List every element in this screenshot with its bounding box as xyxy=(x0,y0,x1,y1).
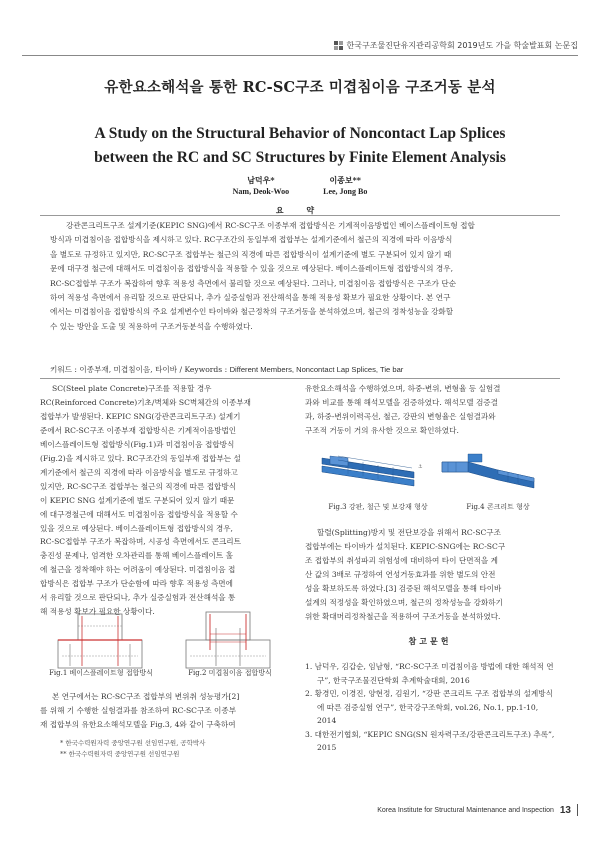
author-name-en: Nam, Deok-Woo xyxy=(232,187,290,196)
text-line: SC(Steel plate Concrete)구조를 적용할 경우 xyxy=(52,384,212,393)
society-logo-icon xyxy=(334,41,343,50)
text-line: 접합부가 발생된다. KEPIC SNG(강관콘크리트구조) 설계기 xyxy=(40,411,241,421)
reference-item: 3. 대한전기협회, “KEPIC SNG(SN 원자력구조/강판콘크리트구조) 추록”, 2015 xyxy=(305,729,555,752)
abstract-line: 에서는 미겹침이음 접합방식의 주요 설계변수인 타이바와 철근정착의 구조거동을 분석하였으며, 철근의 정착성능을 강화할 xyxy=(50,307,454,317)
text-line: 에 대구경철근에 대해서도 미겹침이음 접합방식을 적용할 수 xyxy=(40,509,238,519)
figure-1-baseplate-diagram xyxy=(50,612,150,670)
text-line: RC(Reinforced Concrete)기초/벽체와 SC벽체간의 이종부재 xyxy=(40,397,251,407)
text-line: 본 연구에서는 RC-SC구조 접합부의 변위취 성능평가[2] xyxy=(52,692,240,701)
body-left-paragraph-2 xyxy=(40,690,290,732)
abstract-line: 강관콘크리트구조 설계기준(KEPIC SNG)에서 RC-SC구조 이종부재 접합방식은 기계적이음방법인 베이스플레이트형 접합 xyxy=(66,221,475,230)
page-footer xyxy=(377,804,578,816)
text-line: 위한 확대머리정착철근을 적용하여 구조거동을 분석하였다. xyxy=(305,611,501,621)
svg-text:⚓: ⚓ xyxy=(418,464,423,470)
text-line: 충진성 문제나, 엄격한 오차관리를 통해 베이스플레이트 홀 xyxy=(40,551,233,561)
figure-4-fe-concrete-model xyxy=(438,440,548,498)
text-line: 베이스플레이트형 접합방식(Fig.1)과 미겹침이음 접합방식 xyxy=(40,439,235,449)
figure-4-caption: Fig.4 콘크리트 형상 xyxy=(466,503,530,511)
abstract-line: 방식과 미겹침이음 접합방식을 제시하고 있다. RC구조간의 동일부재 접합부는 설계기준에서 철근의 직경에 따라 이음방식 xyxy=(50,235,453,245)
reference-item: 2. 황경민, 이경진, 양현정, 김원기, “강판 콘크리트 구조 접합부의 설계방식에 따른 검증실험 연구”, 한국강구조학회, vol.26, No.1, pp.1-10, 2014 xyxy=(305,689,553,725)
text-line: 구조적 거동이 거의 유사한 것으로 확인하였다. xyxy=(305,425,459,435)
text-line: 이 KEPIC SNG 설계기준에 별도 구분되어 있지 않기 때문 xyxy=(40,495,235,505)
text-line: (Fig.2)을 제시하고 있다. RC구조간의 동일부재 접합부는 설 xyxy=(40,453,241,463)
author-name-ko: 남덕우* xyxy=(247,175,275,185)
keywords-prefix: 키워드 : 이종부재, 미겹침이음, 타이바 / Keywords : xyxy=(50,365,230,374)
abstract-line: 을 별도로 규정하고 있지만, RC-SC구조 접합부는 철근의 직경에 따른 접합방식이 설계기준에 별도 구분되어 있지 않기 때 xyxy=(50,249,452,259)
text-line: 성을 확보하도록 하였다.[3] 검증된 해석모델을 통해 타이바 xyxy=(305,583,502,593)
text-line: 과, 하중-변위이력곡선, 철근, 강판의 변형율은 실험결과와 xyxy=(305,411,496,421)
keywords-english: Different Members, Noncontact Lap Splices, Tie bar xyxy=(229,365,404,374)
reference-item: 1. 남덕우, 김갑순, 임남형, “RC-SC구조 미겹침이음 방법에 대한 해석적 연구”, 한국구조물진단학회 추계학술대회, 2016 xyxy=(305,662,554,685)
text-line: 유한요소해석을 수행하였으며, 하중-변위, 변형율 등 실험결 xyxy=(305,384,501,393)
footer-divider xyxy=(577,804,578,816)
text-line: 준에서 RC-SC구조 이종부재 접합방식은 기계적이음방법인 xyxy=(40,425,237,435)
title-english xyxy=(0,122,600,170)
title-english-line: between the RC and SC Structures by Finite Element Analysis xyxy=(94,149,506,166)
author-block xyxy=(0,174,600,198)
abstract-text xyxy=(50,219,550,334)
keywords xyxy=(50,364,550,375)
journal-header xyxy=(334,40,578,51)
text-line: 있지만, RC-SC구조 접합부는 철근의 직경에 따른 접합방식 xyxy=(40,481,237,491)
figure-2-noncontact-lap-diagram xyxy=(180,610,276,670)
abstract-line: RC-SC접합부 구조가 복잡하여 향후 적용성 측면에서 불리할 것으로 예상된다. 그러나, 미겹침이음 접합방식은 구조가 단순 xyxy=(50,278,457,288)
abstract-line: 수 있는 방안을 도출 및 적용하여 구조거동분석을 수행하였다. xyxy=(50,321,253,331)
text-line: 설계의 적정성을 확인하였으며, 철근의 정착성능을 강화하기 xyxy=(305,597,503,607)
author xyxy=(233,174,289,198)
text-line: 재 접합부의 유한요소해석모델을 Fig.3, 4와 같이 구축하여 xyxy=(40,719,236,729)
footnote: * 한국수력원자력 중앙연구원 선임연구원, 공학박사 xyxy=(60,739,206,747)
page-number: 13 xyxy=(559,804,571,816)
text-line: 합방식은 접합부 구조가 단순함에 따라 향후 적용성 측면에 xyxy=(40,579,233,589)
text-line: RC-SC접합부 구조가 복잡하며, 시공성 측면에서도 콘크리트 xyxy=(40,537,241,547)
text-line: 산 값의 3배로 규정하여 연성거동효과를 위한 별도의 안전 xyxy=(305,569,496,579)
footer-organization: Korea Institute for Structural Maintenance and Inspection xyxy=(377,806,554,814)
figure-1-caption: Fig.1 베이스플레이트형 접합방식 xyxy=(49,669,153,677)
references-heading: 참고문헌 xyxy=(408,636,452,646)
figure-3-caption: Fig.3 강판, 철근 및 보강재 형상 xyxy=(328,503,428,511)
title-korean: 유한요소해석을 통한 RC-SC구조 미겹침이음 구조거동 분석 xyxy=(104,79,496,96)
author-name-ko: 이종보** xyxy=(329,175,361,185)
figure-2-caption: Fig.2 미겹침이음 접합방식 xyxy=(188,669,272,677)
journal-header-text: 한국구조물진단유지관리공학회 2019년도 가을 학술발표회 논문집 xyxy=(346,41,578,50)
footnote: ** 한국수력원자력 중앙연구원 선임연구원 xyxy=(60,750,180,758)
body-left-paragraph-1 xyxy=(40,382,290,619)
abstract-line: 하여 적용성 측면에서 유리할 것으로 판단되나, 추가 실증실험과 전산해석을 통해 적용성 확보가 필요한 상황이다. 본 연구 xyxy=(50,293,451,303)
text-line: 할렬(Splitting)방지 및 전단보강을 위해서 RC-SC구조 xyxy=(317,528,501,537)
body-right-paragraph-2 xyxy=(305,526,555,624)
references-list xyxy=(305,660,555,755)
abstract-heading: 요 약 xyxy=(275,205,325,215)
author xyxy=(323,174,367,198)
abstract-line: 문에 대구경 철근에 대해서도 미겹침이음 접합방식을 적용할 수 있을 것으로 예상된다. 베이스플레이트형 접합방식의 경우, xyxy=(50,264,453,274)
text-line: 조 접합부의 취성파괴 위험성에 대비하여 타이 단면적을 계 xyxy=(305,555,498,565)
abstract-rule xyxy=(40,378,560,379)
abstract-rule xyxy=(40,215,560,216)
text-line: 접합부에는 타이바가 설치된다. KEPIC-SNG에는 RC-SC구 xyxy=(305,541,506,551)
footnotes xyxy=(60,738,205,760)
text-line: 계기준에서 철근의 직경에 따라 이음방식을 별도로 규정하고 xyxy=(40,467,238,477)
text-line: 있을 것으로 예상된다. 베이스플레이트형 접합방식의 경우, xyxy=(40,523,233,533)
text-line: 과와 비교를 통해 해석모델을 검증하였다. 해석모델 검증결 xyxy=(305,397,498,407)
body-right-paragraph-1 xyxy=(305,382,555,438)
author-name-en: Lee, Jong Bo xyxy=(323,187,368,196)
header-rule xyxy=(22,55,578,56)
title-english-line: A Study on the Structural Behavior of Noncontact Lap Splices xyxy=(94,125,506,142)
text-line: 서 유리할 것으로 판단되나, 추가 실증실험과 전산해석을 통 xyxy=(40,593,236,603)
text-line: 를 위해 기 수행한 실험결과를 참조하여 RC-SC구조 이종부 xyxy=(40,705,237,715)
figure-3-fe-steel-model xyxy=(318,440,428,498)
text-line: 해 적용성 확보가 필요한 상황이다. xyxy=(40,607,155,617)
text-line: 에 철근을 정착해야 하는 어려움이 예상된다. 미겹침이음 접 xyxy=(40,565,236,575)
